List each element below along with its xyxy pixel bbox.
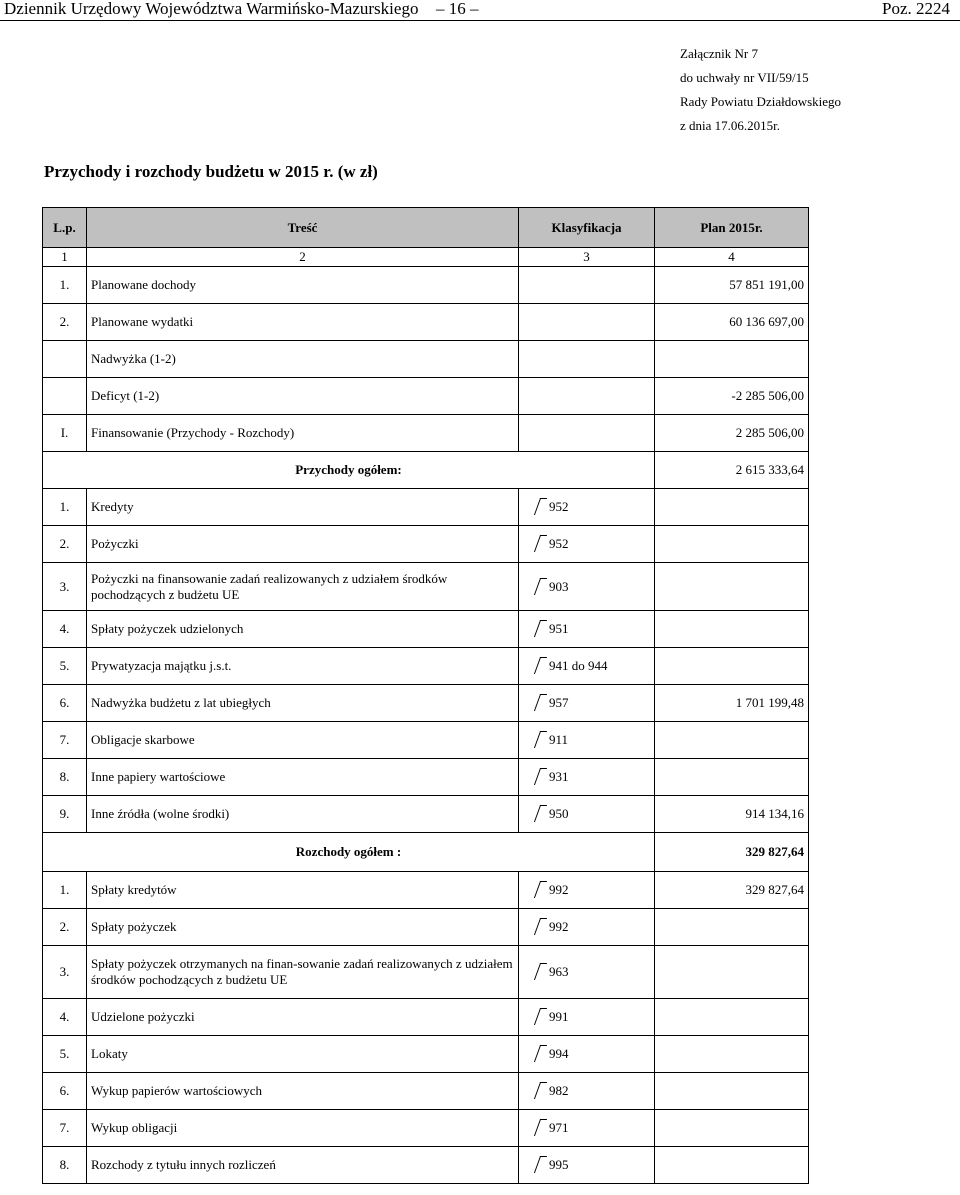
cell-marker-icon bbox=[534, 963, 547, 980]
cell-text: Udzielone pożyczki bbox=[87, 999, 519, 1036]
cell-kl bbox=[519, 415, 655, 452]
cell-plan: 2 285 506,00 bbox=[655, 415, 809, 452]
kl-value: 957 bbox=[549, 695, 569, 710]
kl-value: 963 bbox=[549, 964, 569, 979]
col-tresc: Treść bbox=[87, 208, 519, 248]
kl-value: 991 bbox=[549, 1009, 569, 1024]
rozchody-items bbox=[43, 872, 809, 1184]
cell-kl bbox=[519, 267, 655, 304]
cell-plan bbox=[655, 1036, 809, 1073]
przychody-label: Przychody ogółem: bbox=[43, 452, 655, 489]
cell-lp: 2. bbox=[43, 526, 87, 563]
table-row bbox=[43, 1110, 809, 1147]
cell-text: Lokaty bbox=[87, 1036, 519, 1073]
cell-kl bbox=[519, 872, 655, 909]
cell-kl bbox=[519, 909, 655, 946]
cell-lp: 1. bbox=[43, 489, 87, 526]
attachment-line: Rady Powiatu Działdowskiego bbox=[680, 94, 842, 109]
cell-lp: I. bbox=[43, 415, 87, 452]
cell-marker-icon bbox=[534, 1045, 547, 1062]
cell-kl bbox=[519, 563, 655, 611]
przychody-total: 2 615 333,64 bbox=[655, 452, 809, 489]
table-row bbox=[43, 415, 809, 452]
cell-marker-icon bbox=[534, 918, 547, 935]
cell-plan: 57 851 191,00 bbox=[655, 267, 809, 304]
page-number: – 16 – bbox=[436, 0, 479, 18]
journal-title: Dziennik Urzędowy Województwa Warmińsko-Mazurskiego bbox=[4, 0, 419, 18]
cell-kl bbox=[519, 304, 655, 341]
cell-plan: 329 827,64 bbox=[655, 872, 809, 909]
document-title: Przychody i rozchody budżetu w 2015 r. (w zł) bbox=[44, 162, 378, 181]
table-row bbox=[43, 722, 809, 759]
table-row bbox=[43, 341, 809, 378]
cell-plan bbox=[655, 648, 809, 685]
position-number: Poz. 2224 bbox=[882, 0, 950, 18]
kl-value: 995 bbox=[549, 1157, 569, 1172]
cell-kl bbox=[519, 759, 655, 796]
table-row bbox=[43, 611, 809, 648]
table-row bbox=[43, 1073, 809, 1110]
cell-text: Deficyt (1-2) bbox=[87, 378, 519, 415]
cell-text: Obligacje skarbowe bbox=[87, 722, 519, 759]
table-row bbox=[43, 796, 809, 833]
cell-plan: 1 701 199,48 bbox=[655, 685, 809, 722]
cell-text: Nadwyżka (1-2) bbox=[87, 341, 519, 378]
cell-marker-icon bbox=[534, 498, 547, 515]
cell-marker-icon bbox=[534, 1156, 547, 1173]
cell-lp: 3. bbox=[43, 563, 87, 611]
cell-marker-icon bbox=[534, 535, 547, 552]
cell-kl bbox=[519, 341, 655, 378]
cell-lp: 4. bbox=[43, 611, 87, 648]
kl-value: 941 do 944 bbox=[549, 658, 608, 673]
cell-text: Pożyczki bbox=[87, 526, 519, 563]
cell-text: Planowane wydatki bbox=[87, 304, 519, 341]
kl-value: 903 bbox=[549, 578, 569, 594]
cell-plan bbox=[655, 611, 809, 648]
cell-kl bbox=[519, 1073, 655, 1110]
cell-lp: 3. bbox=[43, 946, 87, 999]
attachment-note bbox=[680, 42, 841, 138]
table-row bbox=[43, 946, 809, 999]
cell-lp: 7. bbox=[43, 722, 87, 759]
table-row bbox=[43, 999, 809, 1036]
cell-kl bbox=[519, 946, 655, 999]
cell-plan: 914 134,16 bbox=[655, 796, 809, 833]
colnum: 4 bbox=[655, 248, 809, 267]
table-row bbox=[43, 526, 809, 563]
cell-kl bbox=[519, 489, 655, 526]
kl-value: 992 bbox=[549, 919, 569, 934]
kl-value: 952 bbox=[549, 499, 569, 514]
cell-plan: -2 285 506,00 bbox=[655, 378, 809, 415]
cell-text: Inne źródła (wolne środki) bbox=[87, 796, 519, 833]
rozchody-label: Rozchody ogółem : bbox=[43, 833, 655, 872]
cell-marker-icon bbox=[534, 1119, 547, 1136]
cell-kl bbox=[519, 685, 655, 722]
cell-lp: 8. bbox=[43, 759, 87, 796]
cell-text: Spłaty kredytów bbox=[87, 872, 519, 909]
cell-lp bbox=[43, 378, 87, 415]
cell-lp: 5. bbox=[43, 1036, 87, 1073]
cell-text: Nadwyżka budżetu z lat ubiegłych bbox=[87, 685, 519, 722]
col-lp: L.p. bbox=[43, 208, 87, 248]
kl-value: 994 bbox=[549, 1046, 569, 1061]
cell-lp: 9. bbox=[43, 796, 87, 833]
cell-text: Wykup papierów wartościowych bbox=[87, 1073, 519, 1110]
cell-lp: 8. bbox=[43, 1147, 87, 1184]
cell-text: Spłaty pożyczek udzielonych bbox=[87, 611, 519, 648]
table-row bbox=[43, 909, 809, 946]
table-row bbox=[43, 489, 809, 526]
cell-lp: 6. bbox=[43, 1073, 87, 1110]
cell-marker-icon bbox=[534, 694, 547, 711]
cell-marker-icon bbox=[534, 731, 547, 748]
cell-plan: 60 136 697,00 bbox=[655, 304, 809, 341]
cell-plan bbox=[655, 1147, 809, 1184]
cell-lp: 5. bbox=[43, 648, 87, 685]
table-row bbox=[43, 563, 809, 611]
przychody-items bbox=[43, 489, 809, 833]
colnum: 3 bbox=[519, 248, 655, 267]
cell-text: Planowane dochody bbox=[87, 267, 519, 304]
page-header bbox=[0, 0, 960, 20]
cell-plan bbox=[655, 1073, 809, 1110]
header-row bbox=[43, 208, 809, 248]
table-row bbox=[43, 759, 809, 796]
attachment-line: z dnia 17.06.2015r. bbox=[680, 118, 781, 133]
column-number-row bbox=[43, 248, 809, 267]
cell-plan bbox=[655, 722, 809, 759]
cell-marker-icon bbox=[534, 657, 547, 674]
table-row bbox=[43, 685, 809, 722]
cell-text: Wykup obligacji bbox=[87, 1110, 519, 1147]
table-row bbox=[43, 1147, 809, 1184]
cell-marker-icon bbox=[534, 768, 547, 785]
cell-kl bbox=[519, 1147, 655, 1184]
attachment-line: do uchwały nr VII/59/15 bbox=[680, 70, 809, 85]
cell-lp: 1. bbox=[43, 872, 87, 909]
cell-kl bbox=[519, 999, 655, 1036]
table-row bbox=[43, 1036, 809, 1073]
kl-value: 952 bbox=[549, 536, 569, 551]
cell-text: Prywatyzacja majątku j.s.t. bbox=[87, 648, 519, 685]
kl-value: 982 bbox=[549, 1083, 569, 1098]
cell-lp: 4. bbox=[43, 999, 87, 1036]
cell-kl bbox=[519, 378, 655, 415]
cell-plan bbox=[655, 946, 809, 999]
cell-marker-icon bbox=[534, 881, 547, 898]
cell-kl bbox=[519, 648, 655, 685]
cell-plan bbox=[655, 759, 809, 796]
cell-marker-icon bbox=[534, 805, 547, 822]
cell-text: Rozchody z tytułu innych rozliczeń bbox=[87, 1147, 519, 1184]
cell-marker-icon bbox=[534, 1082, 547, 1099]
cell-marker-icon bbox=[534, 578, 547, 595]
cell-plan bbox=[655, 526, 809, 563]
rozchody-total-row bbox=[43, 833, 809, 872]
cell-plan bbox=[655, 563, 809, 611]
kl-value: 950 bbox=[549, 806, 569, 821]
cell-marker-icon bbox=[534, 620, 547, 637]
cell-plan bbox=[655, 999, 809, 1036]
table-row bbox=[43, 648, 809, 685]
cell-lp: 2. bbox=[43, 304, 87, 341]
cell-kl bbox=[519, 526, 655, 563]
przychody-total-row bbox=[43, 452, 809, 489]
colnum: 2 bbox=[87, 248, 519, 267]
kl-value: 931 bbox=[549, 769, 569, 784]
colnum: 1 bbox=[43, 248, 87, 267]
cell-text: Spłaty pożyczek bbox=[87, 909, 519, 946]
cell-lp: 7. bbox=[43, 1110, 87, 1147]
kl-value: 951 bbox=[549, 621, 569, 636]
cell-text: Kredyty bbox=[87, 489, 519, 526]
kl-value: 911 bbox=[549, 732, 569, 747]
table-row bbox=[43, 872, 809, 909]
cell-text: Inne papiery wartościowe bbox=[87, 759, 519, 796]
cell-text: Spłaty pożyczek otrzymanych na finan-sowanie zadań realizowanych z udziałem środków pochodzących z budżetu UE bbox=[87, 946, 519, 999]
col-klasyfikacja: Klasyfikacja bbox=[519, 208, 655, 248]
cell-lp: 2. bbox=[43, 909, 87, 946]
table-row bbox=[43, 267, 809, 304]
rozchody-total: 329 827,64 bbox=[655, 833, 809, 872]
cell-kl bbox=[519, 796, 655, 833]
cell-lp bbox=[43, 341, 87, 378]
col-plan: Plan 2015r. bbox=[655, 208, 809, 248]
budget-table bbox=[42, 207, 809, 1184]
cell-plan bbox=[655, 909, 809, 946]
cell-lp: 6. bbox=[43, 685, 87, 722]
header-rule bbox=[0, 20, 960, 21]
table-row bbox=[43, 304, 809, 341]
cell-text: Finansowanie (Przychody - Rozchody) bbox=[87, 415, 519, 452]
cell-kl bbox=[519, 1036, 655, 1073]
kl-value: 971 bbox=[549, 1120, 569, 1135]
kl-value: 992 bbox=[549, 882, 569, 897]
table-row bbox=[43, 378, 809, 415]
cell-plan bbox=[655, 341, 809, 378]
cell-lp: 1. bbox=[43, 267, 87, 304]
cell-kl bbox=[519, 1110, 655, 1147]
cell-kl bbox=[519, 722, 655, 759]
cell-plan bbox=[655, 1110, 809, 1147]
cell-plan bbox=[655, 489, 809, 526]
cell-text: Pożyczki na finansowanie zadań realizowanych z udziałem środków pochodzących z budżetu UE bbox=[87, 563, 519, 611]
attachment-line: Załącznik Nr 7 bbox=[680, 46, 758, 61]
cell-marker-icon bbox=[534, 1008, 547, 1025]
cell-kl bbox=[519, 611, 655, 648]
